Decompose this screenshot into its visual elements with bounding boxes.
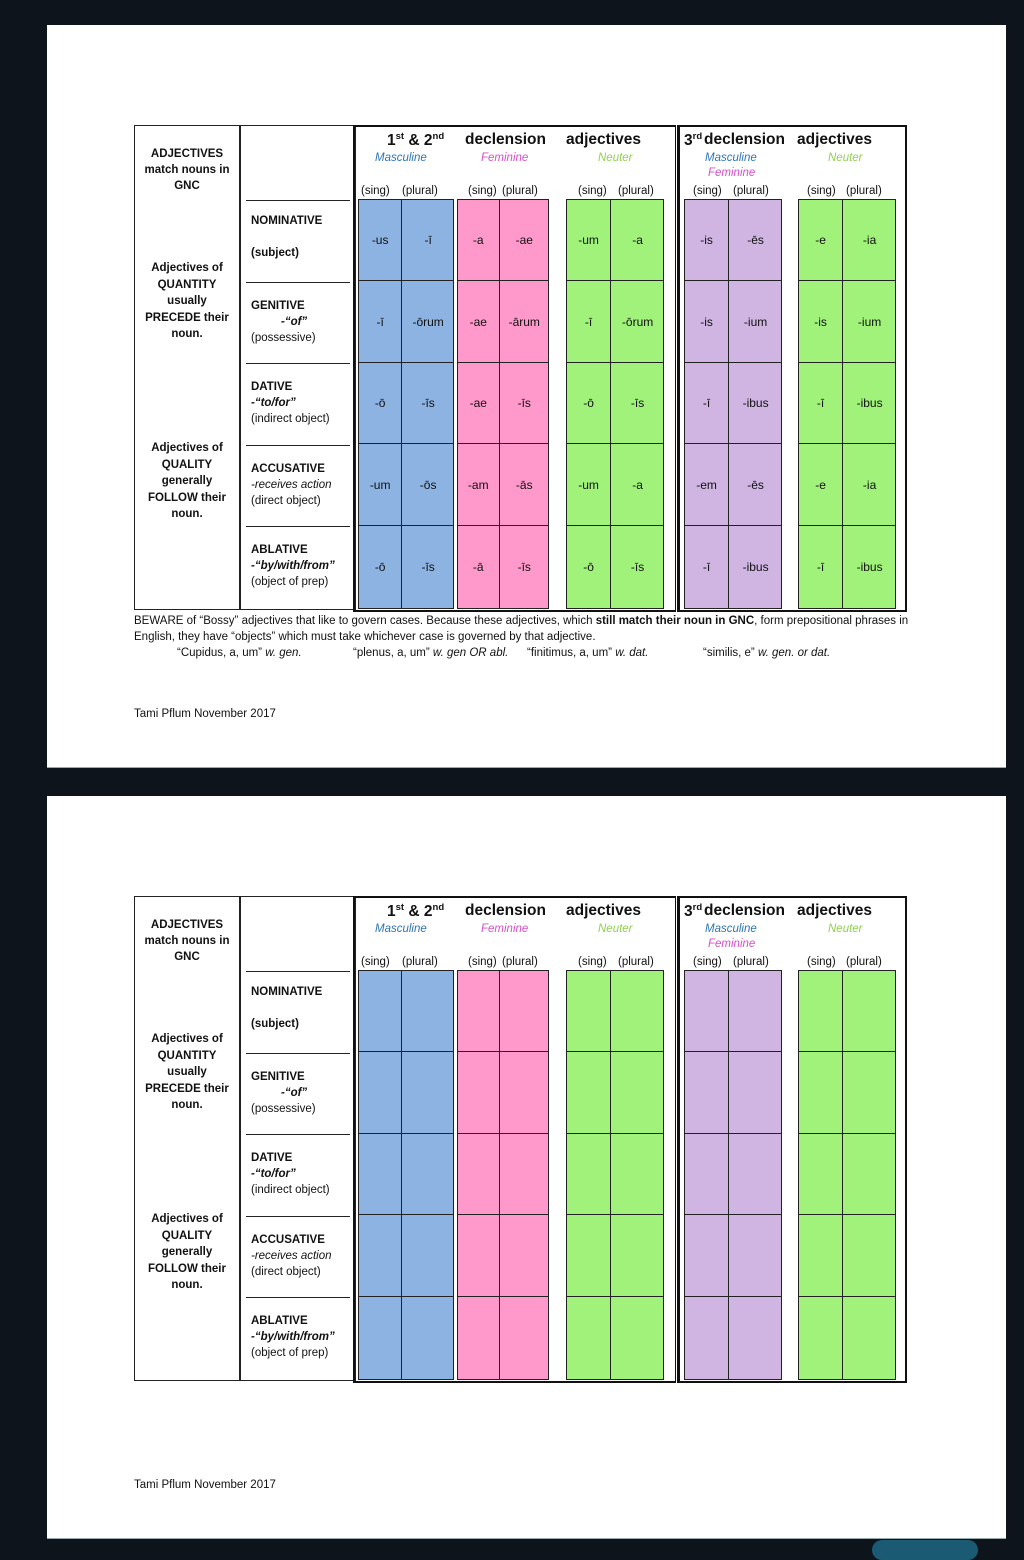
ending-cell: -ī	[359, 282, 401, 363]
ending-cell	[843, 1297, 896, 1378]
ending-cell	[685, 971, 728, 1052]
note-line: usually	[167, 295, 207, 307]
ending-cell	[799, 1134, 842, 1215]
case-row-accusative	[246, 445, 350, 527]
note-line: generally	[161, 475, 213, 487]
ending-cell: -ium	[843, 282, 896, 363]
ending-cell	[500, 1134, 550, 1215]
singular-label: (sing)	[468, 956, 497, 968]
case-name: NOMINATIVE	[251, 215, 323, 227]
ending-cell	[402, 1134, 454, 1215]
group-title-declension: declension	[465, 131, 546, 148]
ending-cell: -ī	[799, 363, 842, 444]
case-gloss: -“to/for”	[251, 397, 296, 409]
ending-cell	[402, 1216, 454, 1297]
example-case-rule: w. gen. or dat.	[757, 647, 831, 659]
ending-cell: -ia	[843, 445, 896, 526]
case-name: ABLATIVE	[251, 544, 308, 556]
ending-cell: -am	[458, 445, 499, 526]
ending-cell	[402, 1053, 454, 1134]
header-line: match nouns in	[144, 935, 230, 947]
ending-cell	[729, 971, 782, 1052]
example-adjective: “finitimus, a, um”	[527, 647, 616, 659]
note-line: QUANTITY	[157, 278, 217, 291]
governed-case-example	[353, 645, 508, 661]
note-line: Adjectives of	[151, 262, 223, 274]
masc-fem-column	[684, 199, 782, 609]
case-name: DATIVE	[251, 1152, 293, 1164]
group-title-number: 3rd	[684, 131, 703, 150]
ending-cell	[500, 971, 550, 1052]
ending-cell: -ō	[583, 559, 594, 574]
note-text: , form prepositional phrases in English, they have “objects” which must take whichever case is governed by that adjective.	[134, 615, 909, 643]
group-title-number: 1st & 2nd	[387, 131, 445, 150]
ending-cell: -ibus	[843, 363, 896, 444]
case-name: NOMINATIVE	[251, 986, 323, 998]
masculine-label: Masculine	[705, 152, 757, 164]
case-description: (direct object)	[251, 494, 321, 507]
ending-cell: -is	[685, 282, 728, 363]
singular-column	[567, 200, 610, 608]
quantity-note	[135, 1031, 239, 1114]
case-name: ABLATIVE	[251, 1315, 308, 1327]
ending-cell	[685, 1134, 728, 1215]
note-line: QUANTITY	[157, 1049, 217, 1062]
ending-cell	[799, 971, 842, 1052]
group-title-number: 3rd	[684, 902, 703, 921]
ending-cell: -ōs	[402, 445, 454, 526]
plural-label: (plural)	[402, 956, 438, 968]
ending-cell: -um	[567, 200, 610, 281]
neuter-label: Neuter	[828, 923, 863, 935]
ending-cell: -ēs	[729, 445, 782, 526]
plural-column	[610, 200, 664, 608]
case-description: (direct object)	[251, 1265, 321, 1278]
ending-cell: -um	[359, 445, 401, 526]
singular-column	[685, 200, 728, 608]
ending-cell	[611, 971, 664, 1052]
governed-case-example	[177, 645, 302, 661]
case-description: (possessive)	[251, 1102, 316, 1115]
ending-cell: -ibus	[729, 363, 782, 444]
feminine-label: Feminine	[708, 938, 756, 950]
note-line: Adjectives of	[151, 1213, 223, 1225]
plural-label: (plural)	[618, 185, 654, 197]
ending-cell: -e	[799, 445, 842, 526]
floating-action-button[interactable]	[872, 1540, 978, 1560]
case-row-ablative	[246, 526, 350, 608]
note-line: noun.	[171, 328, 203, 340]
ending-cell	[729, 1216, 782, 1297]
feminine-column	[457, 970, 549, 1380]
masculine-label: Masculine	[375, 923, 427, 935]
case-description: (indirect object)	[251, 413, 330, 425]
masculine-column	[358, 970, 454, 1380]
ending-cell	[799, 1297, 842, 1378]
ending-cell	[359, 971, 401, 1052]
ending-cell	[729, 1297, 782, 1378]
example-adjective: “plenus, a, um”	[353, 647, 433, 659]
ending-cell: -īs	[517, 559, 531, 574]
ending-cell	[567, 971, 610, 1052]
ending-cell: -ia	[843, 200, 896, 281]
ending-cell	[799, 1216, 842, 1297]
case-gloss: -receives action	[251, 1249, 332, 1262]
singular-column	[458, 971, 499, 1379]
case-description: (subject)	[251, 1018, 299, 1030]
singular-column	[359, 200, 401, 608]
ending-cell: -īs	[500, 363, 550, 444]
ending-cell: -ī	[816, 559, 825, 574]
singular-label: (sing)	[361, 185, 390, 197]
masculine-label: Masculine	[705, 923, 757, 935]
singular-label: (sing)	[578, 956, 607, 968]
ending-cell: -ō	[374, 559, 386, 574]
ending-cell: -ae	[500, 200, 550, 281]
case-name: GENITIVE	[251, 299, 305, 312]
singular-label: (sing)	[807, 956, 836, 968]
singular-column	[799, 200, 842, 608]
ending-cell	[685, 1216, 728, 1297]
case-gloss: -“of”	[281, 315, 308, 328]
neuter-column	[798, 970, 896, 1380]
ending-cell: -us	[359, 200, 401, 281]
case-description: (subject)	[251, 247, 299, 259]
note-line: noun.	[171, 1279, 203, 1291]
neuter-label: Neuter	[598, 152, 633, 164]
case-name: GENITIVE	[251, 1070, 305, 1083]
bossy-adjectives-note	[134, 613, 914, 659]
ending-cell	[359, 1134, 401, 1215]
ending-cell	[458, 1216, 499, 1297]
adjectives-header	[135, 917, 239, 965]
example-case-rule: w. gen OR abl.	[432, 647, 509, 659]
feminine-label: Feminine	[708, 167, 756, 179]
plural-column	[499, 200, 550, 608]
case-name: ACCUSATIVE	[251, 1233, 325, 1246]
case-row-nominative	[246, 200, 350, 282]
feminine-label: Feminine	[481, 923, 529, 935]
plural-column	[728, 200, 782, 608]
case-gloss: -“by/with/from”	[251, 560, 335, 572]
ending-cell: -ā	[472, 559, 484, 574]
ending-cell	[567, 1053, 610, 1134]
singular-label: (sing)	[693, 956, 722, 968]
header-line: match nouns in	[144, 164, 230, 176]
ending-cell: -īs	[630, 559, 645, 574]
ending-cell: -ae	[458, 282, 499, 363]
ending-cell	[402, 1297, 454, 1378]
singular-column	[799, 971, 842, 1379]
singular-column	[359, 971, 401, 1379]
ending-cell	[611, 1134, 664, 1215]
case-gloss: -“by/with/from”	[251, 1331, 335, 1343]
note-line: generally	[161, 1246, 213, 1258]
example-case-rule: w. dat.	[615, 647, 649, 659]
header-line: GNC	[174, 951, 200, 963]
case-description: (possessive)	[251, 331, 316, 344]
ending-cell	[611, 1297, 664, 1378]
ending-cell: -a	[458, 200, 499, 281]
masc-fem-column	[684, 970, 782, 1380]
group-title-declension: declension	[704, 902, 785, 919]
ending-cell	[685, 1297, 728, 1378]
ending-cell: -ōrum	[402, 282, 454, 363]
header-line: ADJECTIVES	[150, 148, 224, 160]
case-description: (indirect object)	[251, 1184, 330, 1196]
neuter-column	[798, 199, 896, 609]
neuter-label: Neuter	[828, 152, 863, 164]
ending-cell: -ī	[685, 363, 728, 444]
group-title-adjectives: adjectives	[566, 902, 641, 919]
plural-label: (plural)	[733, 956, 769, 968]
ending-cell	[500, 1053, 550, 1134]
neuter-column	[566, 199, 664, 609]
ending-cell: -e	[799, 200, 842, 281]
note-line: noun.	[171, 508, 203, 520]
plural-column	[610, 971, 664, 1379]
ending-cell: -um	[567, 445, 610, 526]
ending-cell: -īs	[402, 363, 454, 444]
header-line: GNC	[174, 180, 200, 192]
ending-cell	[799, 1053, 842, 1134]
singular-label: (sing)	[578, 185, 607, 197]
ending-cell	[567, 1134, 610, 1215]
ending-cell: -ī	[402, 200, 454, 281]
group-title-number: 1st & 2nd	[387, 902, 445, 921]
note-line: Adjectives of	[151, 442, 223, 454]
ending-cell	[843, 1053, 896, 1134]
ending-cell	[567, 1297, 610, 1378]
ending-cell	[843, 971, 896, 1052]
ending-cell	[611, 1216, 664, 1297]
governed-case-example	[527, 645, 648, 661]
first-second-declension-group	[353, 125, 676, 612]
note-line: Adjectives of	[151, 1033, 223, 1045]
note-line: FOLLOW their	[148, 1262, 226, 1275]
example-adjective: “similis, e”	[703, 647, 758, 659]
group-title-adjectives: adjectives	[566, 131, 641, 148]
quantity-note	[135, 260, 239, 343]
ending-cell: -ī	[567, 282, 610, 363]
group-title-declension: declension	[704, 131, 785, 148]
note-line: PRECEDE their	[145, 311, 229, 324]
plural-column	[842, 200, 896, 608]
case-row-dative	[246, 363, 350, 445]
ending-cell	[458, 1053, 499, 1134]
case-description: (object of prep)	[251, 576, 329, 588]
example-adjective: “Cupidus, a, um”	[177, 647, 266, 659]
ending-cell	[458, 971, 499, 1052]
ending-cell	[500, 1216, 550, 1297]
note-line: noun.	[171, 1099, 203, 1111]
adjective-rules-column	[134, 125, 240, 610]
singular-label: (sing)	[468, 185, 497, 197]
ending-cell: -em	[685, 445, 728, 526]
ending-cell	[685, 1053, 728, 1134]
ending-cell: -ō	[359, 363, 401, 444]
quality-note	[135, 440, 239, 523]
adjectives-header	[135, 146, 239, 194]
masculine-label: Masculine	[375, 152, 427, 164]
singular-label: (sing)	[693, 185, 722, 197]
page-1	[47, 25, 1006, 767]
ending-cell: -ās	[500, 445, 550, 526]
footer-author: Tami Pflum November 2017	[134, 1479, 276, 1491]
ending-cell	[402, 971, 454, 1052]
note-line: usually	[167, 1066, 207, 1078]
plural-column	[401, 200, 454, 608]
plural-label: (plural)	[618, 956, 654, 968]
plural-column	[499, 971, 550, 1379]
ending-cell	[458, 1297, 499, 1378]
case-row-genitive	[246, 1053, 350, 1135]
case-row-nominative	[246, 971, 350, 1053]
third-declension-group	[677, 125, 907, 612]
ending-cell	[729, 1053, 782, 1134]
plural-label: (plural)	[502, 956, 538, 968]
case-gloss: -“of”	[281, 1086, 308, 1099]
ending-cell	[843, 1216, 896, 1297]
plural-column	[842, 971, 896, 1379]
ending-cell: -ae	[458, 363, 499, 444]
ending-cell: -ium	[729, 282, 782, 363]
example-case-rule: w. gen.	[265, 647, 302, 659]
ending-cell: -a	[611, 200, 664, 281]
case-gloss: -“to/for”	[251, 1168, 296, 1180]
plural-label: (plural)	[502, 185, 538, 197]
ending-cell: -ī	[702, 559, 711, 574]
third-declension-group	[677, 896, 907, 1383]
singular-column	[567, 971, 610, 1379]
ending-cell: -ōrum	[611, 282, 664, 363]
ending-cell: -ibus	[742, 559, 769, 574]
ending-cell	[359, 1216, 401, 1297]
group-title-adjectives: adjectives	[797, 131, 872, 148]
ending-cell	[359, 1053, 401, 1134]
governed-case-example	[703, 645, 830, 661]
plural-label: (plural)	[846, 185, 882, 197]
ending-cell	[458, 1134, 499, 1215]
ending-cell	[611, 1053, 664, 1134]
first-second-declension-group	[353, 896, 676, 1383]
ending-cell	[729, 1134, 782, 1215]
ending-cell: -īs	[421, 559, 435, 574]
quality-note	[135, 1211, 239, 1294]
group-title-declension: declension	[465, 902, 546, 919]
header-line: ADJECTIVES	[150, 919, 224, 931]
adjective-rules-column	[134, 896, 240, 1381]
case-row-dative	[246, 1134, 350, 1216]
plural-label: (plural)	[846, 956, 882, 968]
note-line: FOLLOW their	[148, 491, 226, 504]
neuter-label: Neuter	[598, 923, 633, 935]
case-row-accusative	[246, 1216, 350, 1298]
case-row-ablative	[246, 1297, 350, 1379]
note-line: PRECEDE their	[145, 1082, 229, 1095]
note-text: BEWARE of “Bossy” adjectives that like to govern cases. Because these adjectives, which	[134, 615, 596, 627]
page-2	[47, 796, 1006, 1538]
ending-cell	[567, 1216, 610, 1297]
group-title-adjectives: adjectives	[797, 902, 872, 919]
neuter-column	[566, 970, 664, 1380]
plural-column	[728, 971, 782, 1379]
singular-label: (sing)	[361, 956, 390, 968]
plural-label: (plural)	[402, 185, 438, 197]
ending-cell: -is	[799, 282, 842, 363]
plural-column	[401, 971, 454, 1379]
ending-cell: -is	[685, 200, 728, 281]
ending-cell: -ibus	[856, 559, 883, 574]
feminine-column	[457, 199, 549, 609]
ending-cell: -a	[611, 445, 664, 526]
declension-table	[134, 896, 906, 1381]
singular-label: (sing)	[807, 185, 836, 197]
declension-table	[134, 125, 906, 610]
singular-column	[685, 971, 728, 1379]
case-gloss: -receives action	[251, 478, 332, 491]
ending-cell: -ēs	[729, 200, 782, 281]
ending-cell	[359, 1297, 401, 1378]
masculine-column	[358, 199, 454, 609]
ending-cell	[500, 1297, 550, 1378]
note-line: QUALITY	[161, 458, 213, 471]
singular-column	[458, 200, 499, 608]
plural-label: (plural)	[733, 185, 769, 197]
ending-cell	[843, 1134, 896, 1215]
case-name: ACCUSATIVE	[251, 462, 325, 475]
feminine-label: Feminine	[481, 152, 529, 164]
case-row-genitive	[246, 282, 350, 364]
note-line: QUALITY	[161, 1229, 213, 1242]
footer-author: Tami Pflum November 2017	[134, 708, 276, 720]
case-name: DATIVE	[251, 381, 293, 393]
ending-cell: -ō	[567, 363, 610, 444]
note-emphasis: still match their noun in GNC	[595, 615, 755, 627]
ending-cell: -ārum	[500, 282, 550, 363]
ending-cell: -īs	[611, 363, 664, 444]
case-description: (object of prep)	[251, 1347, 329, 1359]
